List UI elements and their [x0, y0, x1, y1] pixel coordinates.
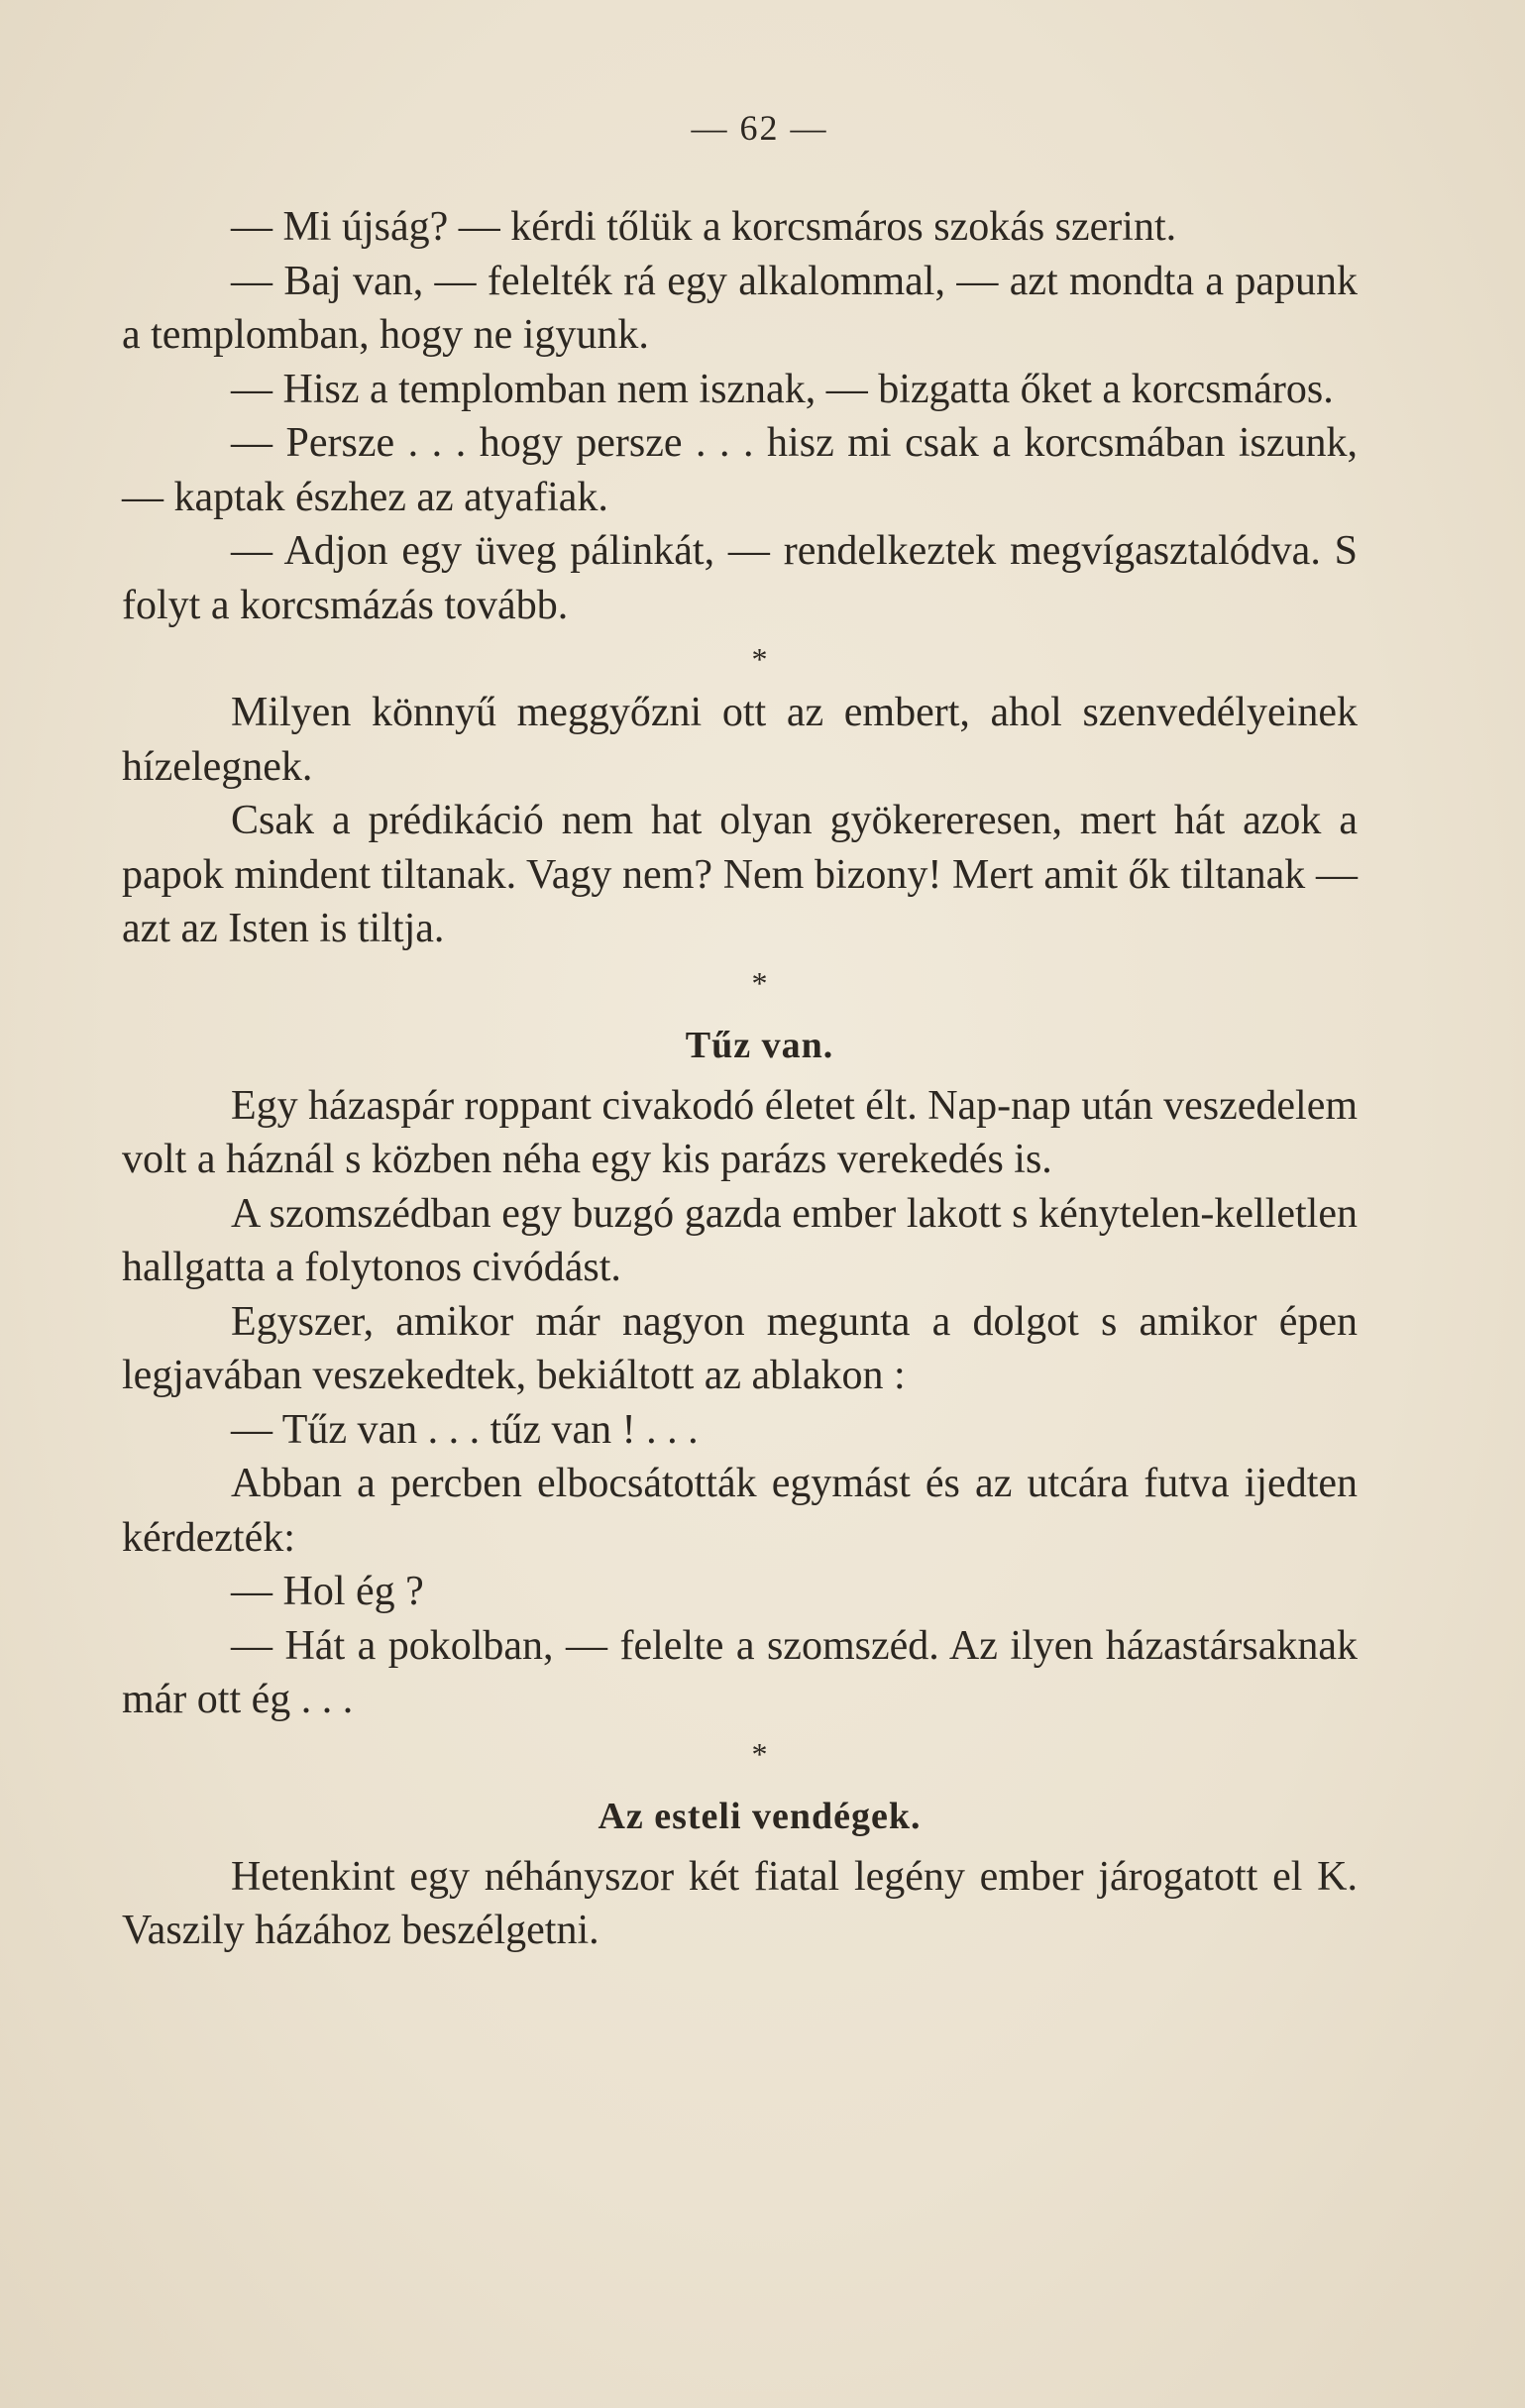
paragraph: — Baj van, — felelték rá egy alkalommal, — azt mondta a papunk a templomban, hogy ne igyunk.	[122, 258, 1358, 358]
story-section	[122, 1787, 1358, 1958]
paragraph: — Tűz van . . . tűz van ! . . .	[231, 1406, 699, 1453]
story-heading: Az esteli vendégek.	[598, 1795, 922, 1837]
story-heading: Tűz van.	[685, 1024, 834, 1066]
section-separator: *	[751, 641, 768, 677]
paragraph: — Adjon egy üveg pálinkát, — rendelkeztek megvígasztalódva. S folyt a korcsmázás tovább.	[122, 528, 1358, 628]
story-section	[122, 1016, 1358, 1727]
page-number: — 62 —	[691, 108, 828, 148]
dialogue-section	[122, 200, 1358, 632]
paragraph: — Hisz a templomban nem isznak, — bizgatta őket a korcsmáros.	[231, 366, 1334, 412]
paragraph: Egy házaspár roppant civakodó életet élt. Nap-nap után veszedelem volt a háznál s közben néha egy kis parázs verekedés is.	[122, 1082, 1359, 1182]
paragraph: Milyen könnyű meggyőzni ott az embert, ahol szenvedélyeinek hízelegnek.	[122, 690, 1358, 790]
paragraph: Abban a percben elbocsátották egymást és az utcára futva ijedten kérdezték:	[122, 1461, 1358, 1561]
paragraph: — Hát a pokolban, — felelte a szomszéd. Az ilyen házastársaknak már ott ég . . .	[122, 1622, 1358, 1722]
section-separator: *	[751, 964, 768, 1001]
section-separator: *	[751, 1735, 768, 1772]
reflection-section	[122, 686, 1358, 956]
book-page	[122, 107, 1358, 1958]
paragraph: A szomszédban egy buzgó gazda ember lakott s kénytelen-kelletlen hallgatta a folytonos civódást.	[122, 1190, 1358, 1290]
paragraph: — Mi újság? — kérdi tőlük a korcsmáros szokás szerint.	[231, 204, 1177, 250]
paragraph: Egyszer, amikor már nagyon megunta a dolgot s amikor épen legjavában veszekedtek, bekiáltott az ablakon :	[122, 1298, 1358, 1398]
paragraph: — Persze . . . hogy persze . . . hisz mi csak a korcsmában iszunk, — kaptak észhez az atyafiak.	[122, 420, 1358, 520]
paragraph: Hetenkint egy néhányszor két fiatal legény ember járogatott el K. Vaszily házához beszélgetni.	[122, 1853, 1358, 1953]
paragraph: Csak a prédikáció nem hat olyan gyökereresen, mert hát azok a papok mindent tiltanak. Vagy nem? Nem bizony! Mert amit ők tiltanak — azt az Isten is tiltja.	[122, 798, 1358, 951]
paragraph: — Hol ég ?	[231, 1569, 424, 1614]
